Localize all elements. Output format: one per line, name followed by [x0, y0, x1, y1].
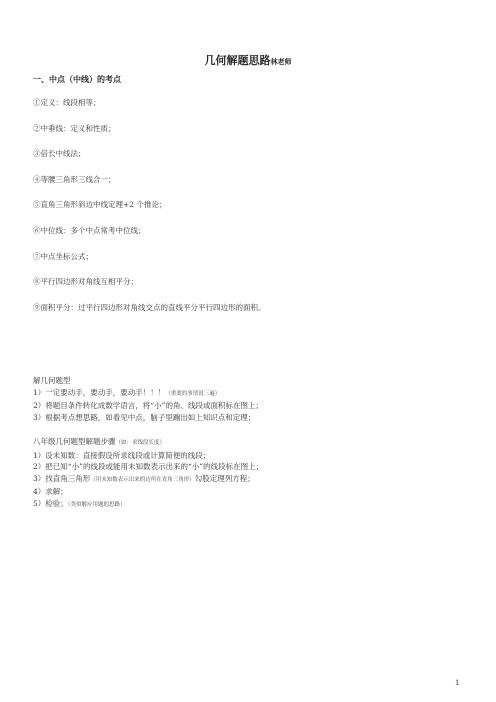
block-line: 2）把已知“小”的线段或能用未知数表示出来的“小”的线段标在图上； — [33, 462, 264, 471]
solving-steps-block — [33, 436, 263, 511]
heading-note: （如：求线段长度） — [115, 440, 166, 446]
section-heading: 一、中点（中线）的考点 — [33, 75, 121, 84]
list-item: ⑨面积平分：过平行四边形对角线交点的直线平分平行四边形的面积。 — [33, 302, 266, 312]
solving-tips-block — [33, 375, 263, 423]
author-name: 林老师 — [270, 57, 292, 66]
line-note: （重要的事情说三遍） — [165, 390, 221, 397]
list-item: ⑦中点坐标公式； — [33, 251, 93, 261]
block-heading: 解几何题型 — [33, 376, 71, 385]
title-text: 几何解题思路 — [204, 54, 271, 67]
block-line — [33, 473, 263, 487]
block-line: 4）求解； — [33, 487, 68, 496]
line-text: 勾股定理列方程； — [194, 473, 255, 483]
page-number: 1 — [455, 679, 460, 687]
list-item: ②中垂线：定义和性质； — [33, 123, 116, 133]
block-heading — [33, 436, 263, 450]
heading-text: 八年级几何题型解题步骤 — [33, 437, 116, 446]
block-line — [33, 387, 263, 401]
line-note: （类似解应用题的思路） — [67, 501, 126, 508]
list-item: ④等腰三角形三线合一； — [33, 174, 116, 184]
list-item: ⑥中位线：多个中点常考中位线； — [33, 225, 146, 235]
key-points-list — [33, 98, 266, 328]
document-title — [0, 52, 496, 68]
block-line: 2）将题目条件转化成数学语言，将“小”的角、线段或面积标在图上； — [33, 401, 263, 410]
list-item: ③倍长中线法； — [33, 149, 86, 159]
line-note: （用未知数表示出来的边所在直角三角形） — [90, 476, 195, 483]
list-item: ①定义：线段相等； — [33, 98, 101, 107]
block-line — [33, 498, 263, 512]
block-line: 3）根据考点想思路，如看见中点，脑子里蹦出如上知识点和定理； — [33, 412, 256, 422]
line-text: 1）一定要动手，要动手，要动手！！！ — [33, 387, 166, 397]
list-item: ⑧平行四边形对角线互相平分； — [33, 277, 138, 287]
line-text: 5）检验； — [33, 498, 68, 508]
block-line: 1）设未知数：直接假设所求线段或计算简便的线段； — [33, 450, 211, 460]
line-text: 3）找直角三角形 — [33, 473, 91, 483]
list-item: ⑤直角三角形斜边中线定理+2 个推论； — [33, 200, 167, 210]
